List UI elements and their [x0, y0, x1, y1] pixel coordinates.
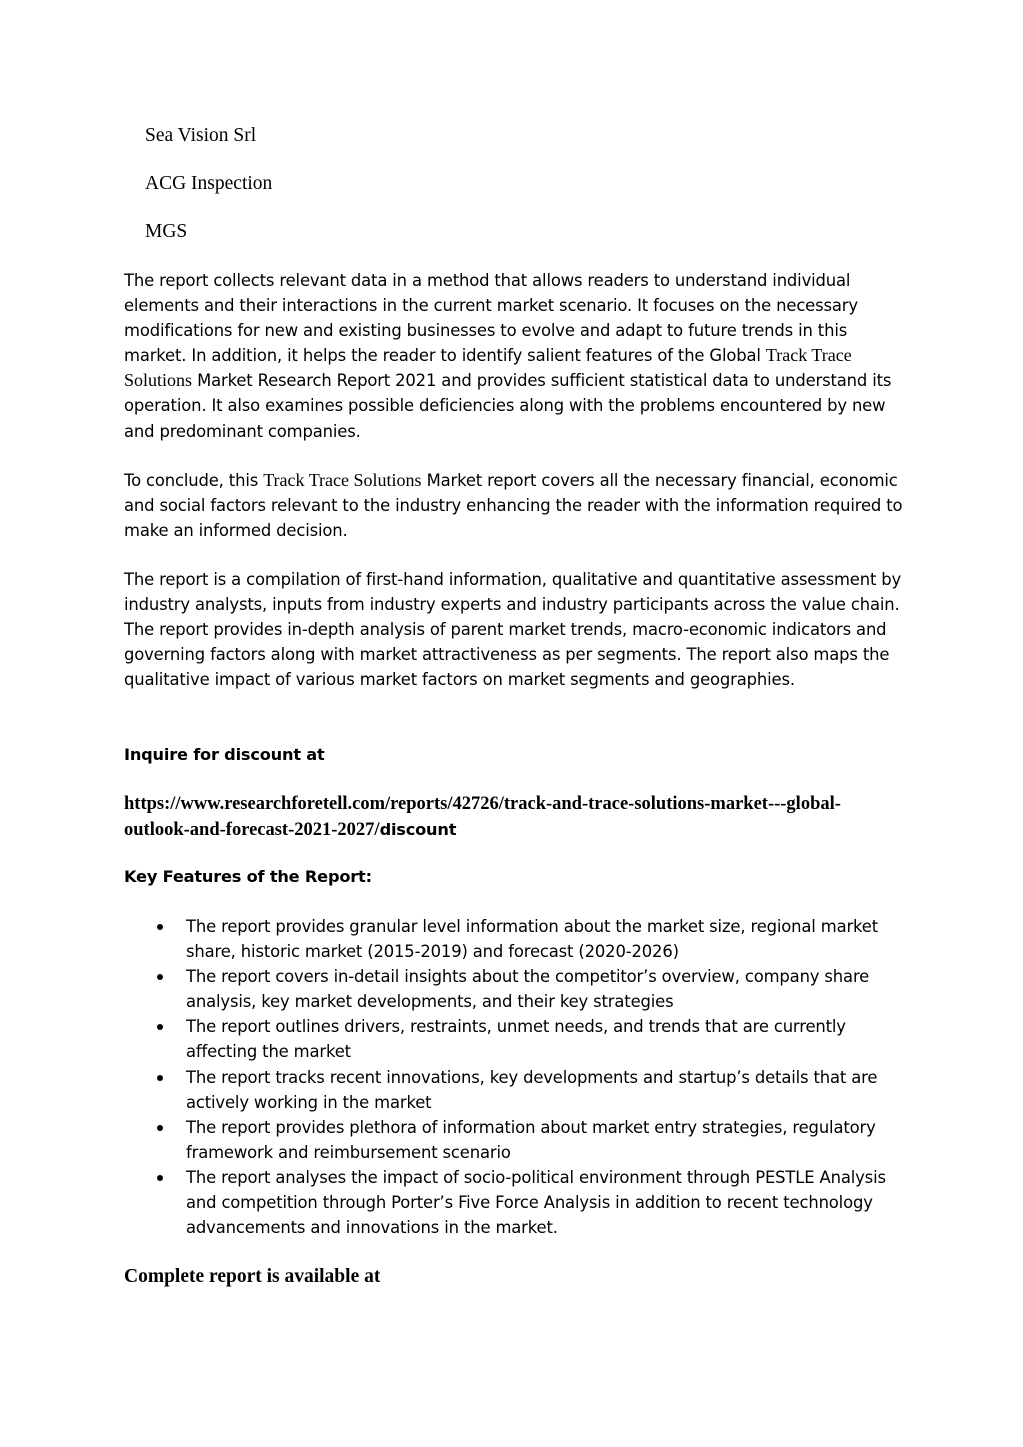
- bullet-icon: [157, 1125, 163, 1131]
- bullet-icon: [157, 1075, 163, 1081]
- discount-url-tail[interactable]: discount: [379, 820, 457, 839]
- paragraph-text: The report collects relevant data in a method that allows readers to understand individual elements and their interactions in the current market scenario. It focuses on the necessary modifications for new and existing businesses to evolve and adapt to future trends in this market. In addition, it helps the reader to identify salient features of the Global: [124, 271, 858, 366]
- product-name: Track Trace Solutions: [263, 470, 422, 490]
- paragraph-text: To conclude, this: [124, 471, 264, 490]
- list-item-text: The report provides plethora of information about market entry strategies, regulatory framework and reimbursement scenario: [186, 1117, 876, 1162]
- bullet-icon: [157, 1024, 163, 1030]
- company-name: ACG Inspection: [145, 173, 273, 194]
- list-item-text: The report covers in-detail insights about the competitor’s overview, company share analysis, key market developments, and their key strategies: [186, 967, 870, 1012]
- list-item: [124, 1014, 914, 1064]
- company-name: Sea Vision Srl: [145, 125, 257, 146]
- list-item: [124, 1165, 914, 1240]
- bullet-icon: [157, 974, 163, 980]
- list-item: [124, 964, 914, 1014]
- key-features-heading: Key Features of the Report:: [124, 867, 372, 886]
- paragraph-text: Market Research Report 2021 and provides sufficient statistical data to understand its operation. It also examines possible deficiencies along with the problems encountered by new and predominant companies.: [124, 371, 892, 441]
- list-item-text: The report provides granular level information about the market size, regional market share, historic market (2015-2019) and forecast (2020-2026): [186, 917, 879, 962]
- list-item: [124, 1065, 914, 1115]
- discount-url[interactable]: https://www.researchforetell.com/reports/42726/track-and-trace-solutions-market---global-outlook-and-forecast-2021-2027/: [124, 794, 841, 840]
- bullet-icon: [157, 1175, 163, 1181]
- complete-report-heading: Complete report is available at: [124, 1266, 381, 1287]
- bullet-icon: [157, 924, 163, 930]
- list-item-text: The report analyses the impact of socio-political environment through PESTLE Analysis and competition through Porter’s Five Force Analysis in addition to recent technology advancements and innovations in the market.: [186, 1167, 886, 1238]
- product-name: Track Trace Solutions: [124, 345, 852, 391]
- paragraph-compilation: The report is a compilation of first-hand information, qualitative and quantitative assessment by industry analysts, inputs from industry experts and industry participants across the value chain. The report provides in-depth analysis of parent market trends, macro-economic indicators and governing factors along with market attractiveness as per segments. The report also maps the qualitative impact of various market factors on market segments and geographies.: [124, 570, 902, 690]
- list-item: [124, 914, 914, 964]
- company-name: MGS: [145, 221, 188, 242]
- paragraph-conclusion: [124, 468, 914, 543]
- list-item-text: The report outlines drivers, restraints, unmet needs, and trends that are currently affecting the market: [186, 1017, 846, 1062]
- discount-heading: Inquire for discount at: [124, 745, 325, 764]
- paragraph-report-overview: [124, 268, 914, 444]
- list-item-text: The report tracks recent innovations, key developments and startup’s details that are actively working in the market: [186, 1067, 878, 1112]
- discount-link[interactable]: [124, 792, 904, 843]
- paragraph-text: Market report covers all the necessary financial, economic and social factors relevant to the industry enhancing the reader with the information required to make an informed decision.: [124, 471, 903, 541]
- list-item: [124, 1115, 914, 1165]
- key-features-list: [124, 914, 914, 1240]
